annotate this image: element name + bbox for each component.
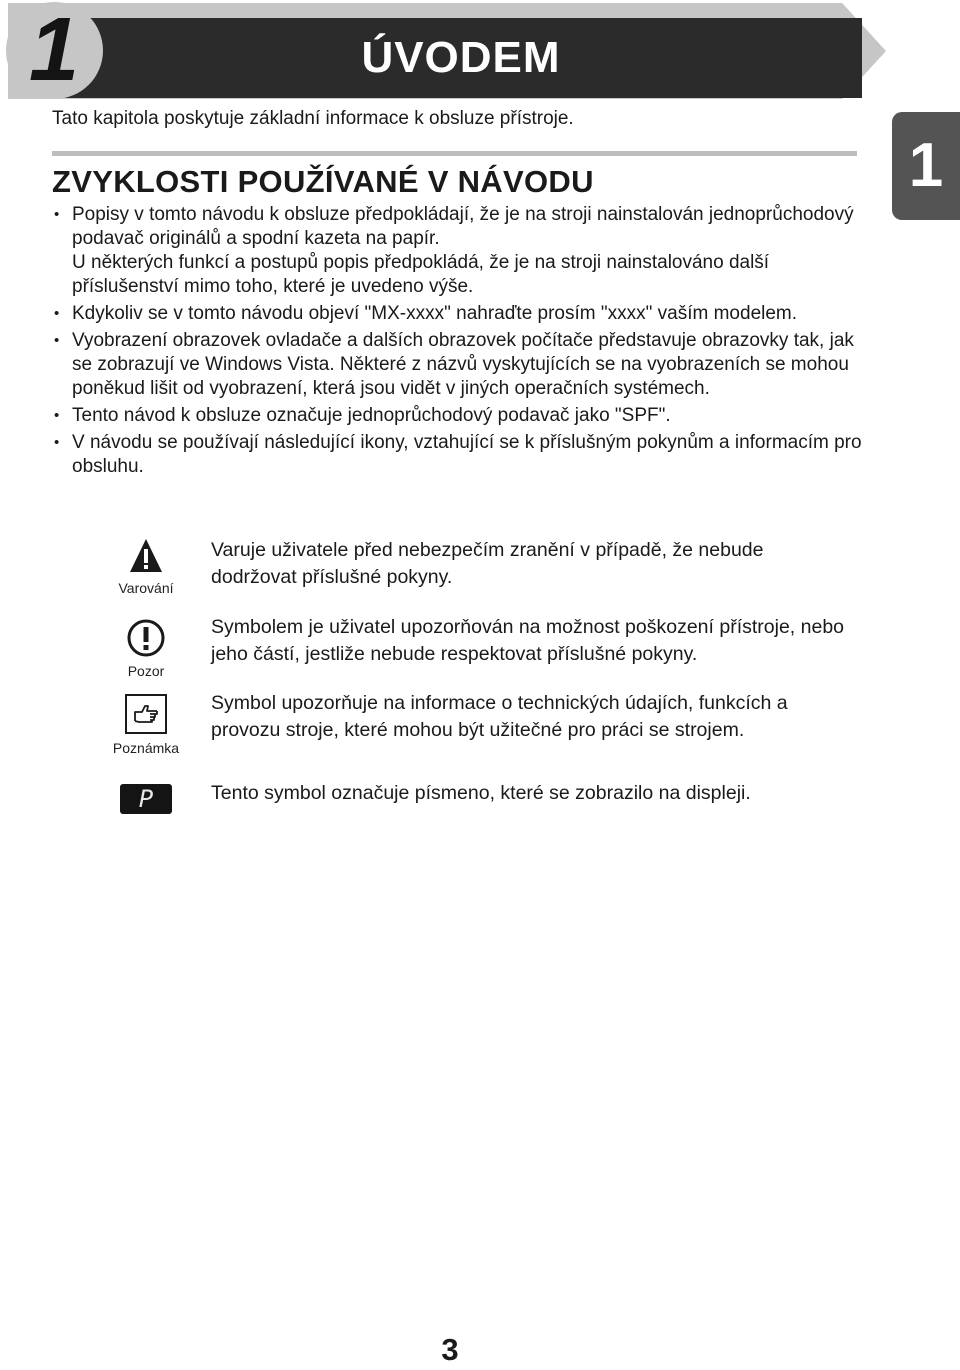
list-item: • Popisy v tomto návodu k obsluze předpokládají, že je na stroji nainstalován jednoprůchodový podavač originálů a spodní kazeta na papír. — [52, 203, 862, 251]
conventions-list — [52, 203, 862, 482]
list-item: • Tento návod k obsluze označuje jednoprůchodový podavač jako "SPF". — [52, 404, 862, 428]
note-hand-icon — [124, 693, 168, 735]
display-description: Tento symbol označuje písmeno, které se zobrazilo na displeji. — [211, 782, 751, 804]
note-label: Poznámka — [112, 740, 180, 756]
page-number: 3 — [441, 1332, 459, 1367]
warning-label: Varování — [118, 580, 174, 596]
chapter-intro: Tato kapitola poskytuje základní informace k obsluze přístroje. — [52, 108, 574, 129]
warning-triangle-icon — [128, 537, 164, 575]
section-divider — [52, 151, 857, 156]
note-description: Symbol upozorňuje na informace o technických údajích, funkcích a provozu stroje, které mohou být užitečné pro práci se strojem. — [211, 692, 788, 741]
chapter-number: 1 — [28, 0, 80, 100]
list-item: U některých funkcí a postupů popis předpokládá, že je na stroji nainstalováno další příslušenství mimo toho, které je uvedeno výše. — [72, 252, 770, 297]
display-letter-icon: P — [120, 784, 172, 814]
list-item: • V návodu se používají následující ikony, vztahující se k příslušným pokynům a informacím pro obsluhu. — [52, 431, 862, 479]
list-item: • Kdykoliv se v tomto návodu objeví "MX-xxxx" nahraďte prosím "xxxx" vaším modelem. — [52, 302, 862, 326]
side-chapter-number: 1 — [908, 131, 944, 200]
caution-circle-icon — [126, 618, 166, 658]
caution-label: Pozor — [127, 663, 165, 679]
caution-description: Symbolem je uživatel upozorňován na možnost poškození přístroje, nebo jeho částí, jestliže nebude respektovat příslušné pokyny. — [211, 616, 845, 665]
note-icon-box — [110, 693, 182, 756]
display-icon-box — [110, 784, 182, 814]
section-title: ZVYKLOSTI POUŽÍVANÉ V NÁVODU — [52, 164, 594, 199]
warning-description: Varuje uživatele před nebezpečím zranění v případě, že nebude dodržovat příslušné pokyny. — [211, 539, 764, 588]
warning-icon-box — [110, 537, 182, 596]
caution-icon-box — [110, 618, 182, 679]
list-item: • Vyobrazení obrazovek ovladače a dalších obrazovek počítače představuje obrazovky tak, jak se zobrazují ve Windows Vista. Některé z názvů vyskytujících se na vyobrazeních se mohou poněkud lišit od vyobrazení, která jsou vidět v jiných operačních systémech. — [52, 329, 862, 401]
chapter-title: ÚVODEM — [361, 33, 561, 82]
